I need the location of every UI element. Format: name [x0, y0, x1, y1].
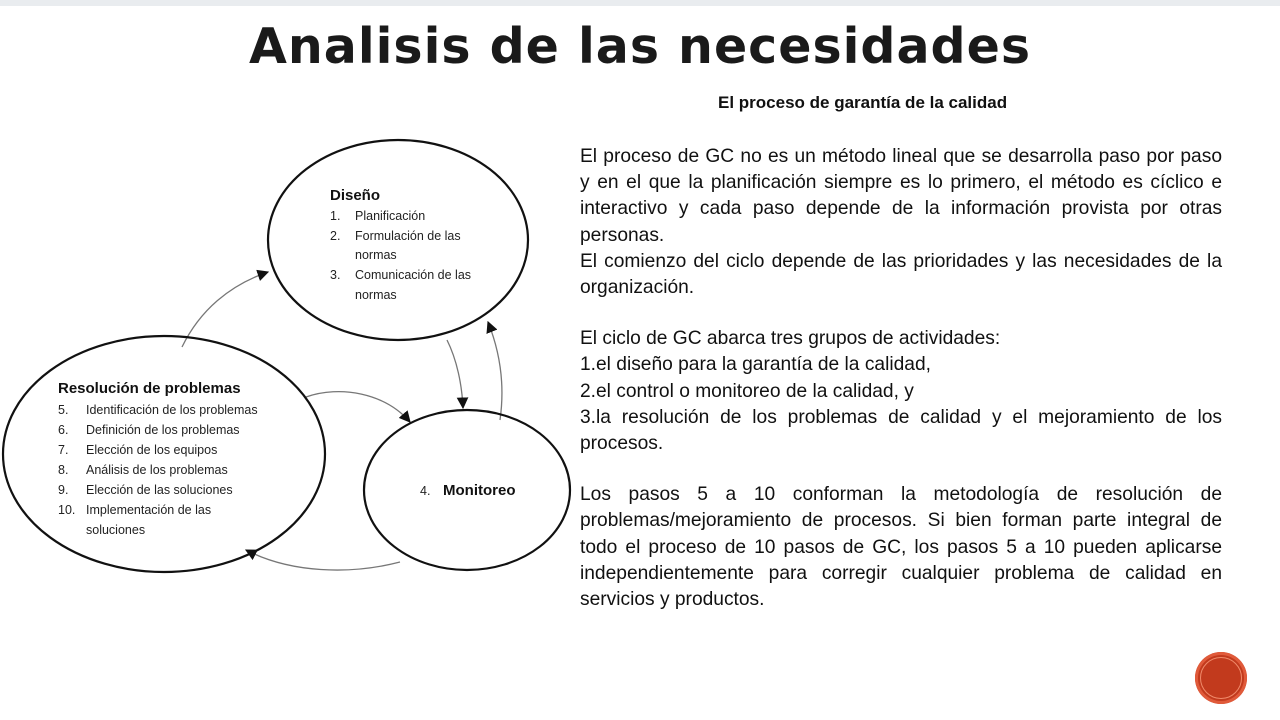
problems-num-6: 6.	[58, 423, 69, 437]
list-item-3: 3.la resolución de los problemas de calidad y el mejoramiento de los procesos.	[580, 406, 1222, 455]
slide-subtitle: El proceso de garantía de la calidad	[718, 93, 1008, 112]
problems-num-5: 5.	[58, 403, 69, 417]
monitor-number: 4.	[420, 484, 431, 498]
paragraph-2: El comienzo del ciclo depende de las prioridades y las necesidades de la organización.	[580, 250, 1222, 299]
problems-num-9: 9.	[58, 483, 69, 497]
problems-item-7: Elección de los equipos	[86, 443, 218, 457]
monitor-title: Monitoreo	[443, 482, 516, 499]
nav-circle-button[interactable]	[1195, 652, 1247, 704]
problems-num-10: 10.	[58, 503, 76, 517]
design-title: Diseño	[330, 187, 381, 204]
design-item-2b: normas	[355, 248, 397, 262]
problems-item-9: Elección de las soluciones	[86, 483, 233, 497]
list-item-1: 1.el diseño para la garantía de la calidad,	[580, 354, 931, 376]
list-item-2: 2.el control o monitoreo de la calidad, y	[580, 380, 914, 402]
arrow-monitor-to-problems	[246, 550, 400, 570]
problems-item-10b: soluciones	[86, 523, 146, 537]
arrow-problems-to-monitor	[306, 392, 410, 422]
design-item-3b: normas	[355, 288, 397, 302]
spacer	[580, 457, 1222, 482]
arrow-design-to-monitor	[447, 340, 463, 408]
design-item-1: Planificación	[355, 209, 426, 223]
arrow-problems-to-design	[182, 272, 268, 347]
problems-num-8: 8.	[58, 463, 69, 477]
quality-cycle-diagram	[0, 130, 580, 590]
paragraph-4: Los pasos 5 a 10 conforman la metodología de resolución de problemas/mejoramiento de procesos. Si bien forman parte integral de todo el proceso de 10 pasos de GC, los pasos 5 a 10 pueden aplicarse independientemente para corregir cualquier problema de calidad en servicios y productos.	[580, 484, 1222, 611]
problems-item-10: Implementación de las	[86, 503, 212, 517]
design-num-3: 3.	[330, 268, 341, 282]
problems-item-5: Identificación de los problemas	[86, 403, 258, 417]
slide-title: Analisis de las necesidades	[248, 18, 1032, 75]
design-item-2: Formulación de las	[355, 229, 461, 243]
design-item-3: Comunicación de las	[355, 268, 472, 282]
arrow-monitor-to-design	[488, 322, 502, 420]
design-num-2: 2.	[330, 229, 341, 243]
problems-title: Resolución de problemas	[58, 380, 241, 397]
problems-item-8: Análisis de los problemas	[86, 463, 228, 477]
body-text	[580, 144, 1222, 613]
problems-item-6: Definición de los problemas	[86, 423, 240, 437]
paragraph-3: El ciclo de GC abarca tres grupos de actividades:	[580, 328, 1001, 350]
design-num-1: 1.	[330, 209, 341, 223]
problems-num-7: 7.	[58, 443, 69, 457]
paragraph-1: El proceso de GC no es un método lineal que se desarrolla paso por paso y en el que la planificación siempre es lo primero, el método es cíclico e interactivo y cada paso depende de la información provista por otras personas.	[580, 146, 1222, 246]
spacer	[580, 301, 1222, 326]
top-bar	[0, 0, 1280, 6]
